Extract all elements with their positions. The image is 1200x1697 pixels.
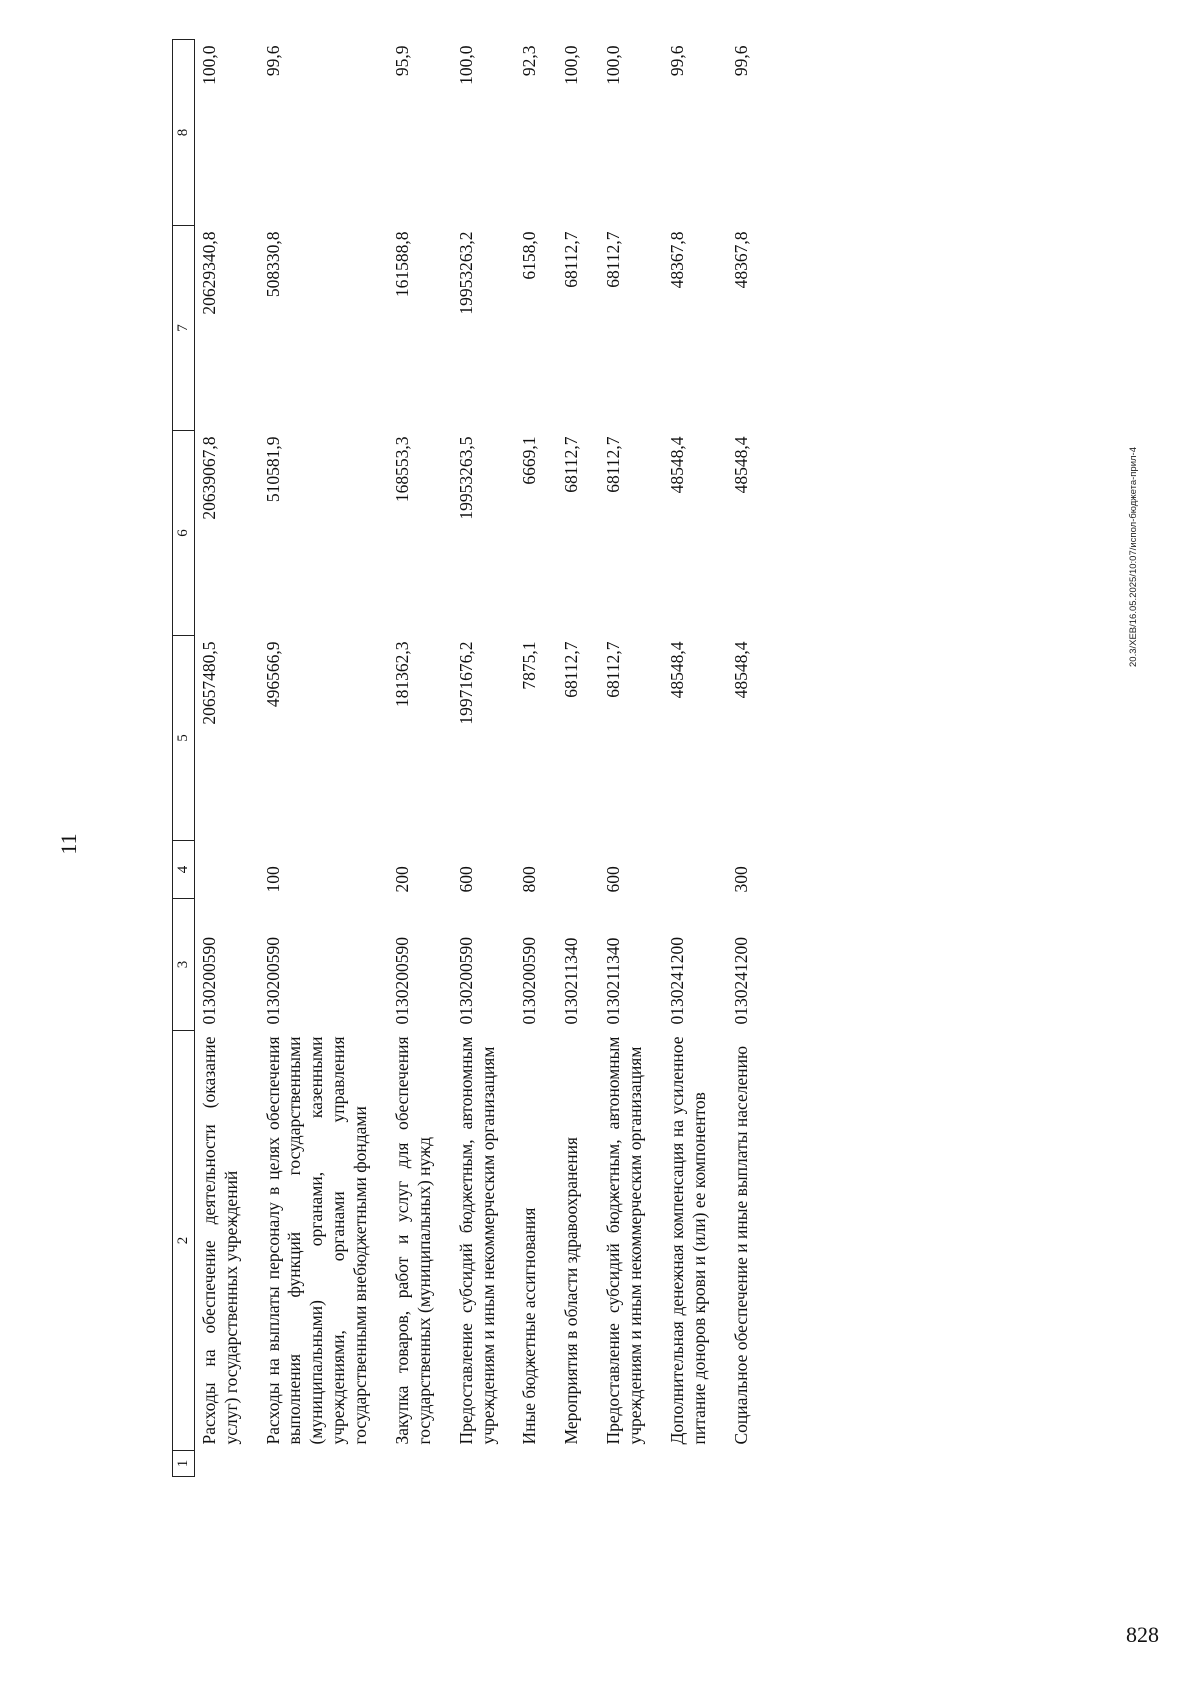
table-row xyxy=(663,40,727,1477)
cell-type: 200 xyxy=(391,866,412,893)
cell-type xyxy=(663,841,727,899)
cell-index xyxy=(515,1451,557,1477)
header-col-8: 8 xyxy=(173,40,195,226)
cell-index xyxy=(452,1451,516,1477)
cell-approved: 20657480,5 xyxy=(198,641,219,725)
cell-executed: 20629340,8 xyxy=(198,231,219,315)
cell-plan: 6669,1 xyxy=(519,436,540,485)
cell-approved: 68112,7 xyxy=(561,641,582,698)
cell-description: Предоставление субсидий бюджетным, автономным учреждениям и иным некоммерческим организациям xyxy=(455,1036,498,1445)
cell-code: 0130211340 xyxy=(603,937,624,1025)
cell-approved: 7875,1 xyxy=(519,641,540,690)
cell-plan: 168553,3 xyxy=(391,436,412,503)
cell-description: Расходы на выплаты персоналу в целях обеспечения выполнения функций государственными (муниципальными) органами, казенными учреждениями, органами управления государственными внебюджетными фондами xyxy=(262,1036,370,1445)
cell-percent: 99,6 xyxy=(262,45,283,77)
cell-approved: 68112,7 xyxy=(603,641,624,698)
cell-code: 0130200590 xyxy=(519,937,540,1025)
budget-table xyxy=(172,39,769,1477)
cell-description: Предоставление субсидий бюджетным, автономным учреждениям и иным некоммерческим организациям xyxy=(603,1036,645,1445)
cell-approved: 48548,4 xyxy=(730,641,751,699)
cell-approved: 48548,4 xyxy=(666,641,687,699)
table-header-row xyxy=(173,40,195,1477)
cell-description: Мероприятия в области здравоохранения xyxy=(561,1137,582,1445)
cell-percent: 92,3 xyxy=(519,45,540,77)
cell-type: 300 xyxy=(730,866,751,893)
cell-type xyxy=(194,841,258,899)
cell-description: Закупка товаров, работ и услуг для обеспечения государственных (муниципальных) нужд xyxy=(391,1036,434,1445)
cell-description: Социальное обеспечение и иные выплаты населению xyxy=(730,1045,751,1445)
cell-index xyxy=(194,1451,258,1477)
header-col-6: 6 xyxy=(173,431,195,636)
cell-approved: 181362,3 xyxy=(391,641,412,708)
cell-type: 600 xyxy=(603,866,624,893)
header-col-4: 4 xyxy=(173,841,195,899)
table-row xyxy=(727,40,769,1477)
cell-index xyxy=(259,1451,388,1477)
cell-executed: 6158,0 xyxy=(519,231,540,280)
table-row xyxy=(557,40,599,1477)
header-col-2: 2 xyxy=(173,1031,195,1451)
cell-plan: 68112,7 xyxy=(603,436,624,493)
cell-percent: 100,0 xyxy=(455,45,476,85)
cell-plan: 510581,9 xyxy=(262,436,283,503)
table-row xyxy=(194,40,258,1477)
cell-code: 0130200590 xyxy=(262,937,283,1025)
cell-plan: 19953263,5 xyxy=(455,436,476,520)
cell-type: 800 xyxy=(519,866,540,893)
cell-code: 0130241200 xyxy=(730,937,751,1025)
cell-percent: 95,9 xyxy=(391,45,412,77)
header-col-1: 1 xyxy=(173,1451,195,1477)
table-row xyxy=(452,40,516,1477)
cell-code: 0130200590 xyxy=(455,937,476,1025)
table-row xyxy=(388,40,452,1477)
cell-index xyxy=(727,1451,769,1477)
header-col-5: 5 xyxy=(173,636,195,841)
cell-type: 100 xyxy=(262,866,283,893)
bottom-page-number: 828 xyxy=(1126,1622,1159,1647)
cell-plan: 20639067,8 xyxy=(198,436,219,520)
cell-description: Дополнительная денежная компенсация на усиленное питание доноров крови и (или) ее компонентов xyxy=(666,1036,709,1445)
table-body xyxy=(194,40,768,1477)
cell-percent: 99,6 xyxy=(666,45,687,77)
cell-executed: 161588,8 xyxy=(391,231,412,298)
table-row xyxy=(259,40,388,1477)
cell-code: 0130200590 xyxy=(198,937,219,1025)
cell-description: Иные бюджетные ассигнования xyxy=(519,1207,540,1445)
cell-plan: 48548,4 xyxy=(730,436,751,494)
cell-executed: 19953263,2 xyxy=(455,231,476,315)
cell-description: Расходы на обеспечение деятельности (оказание услуг) государственных учреждений xyxy=(198,1036,241,1445)
footer-code: 20.3/XEB/16.05.2025/10:07/испол-бюджета-прил-4 xyxy=(1128,447,1139,667)
table-row xyxy=(599,40,663,1477)
cell-percent: 100,0 xyxy=(198,45,219,85)
table-row xyxy=(515,40,557,1477)
cell-executed: 68112,7 xyxy=(603,231,624,288)
cell-index xyxy=(599,1451,663,1477)
cell-percent: 100,0 xyxy=(603,45,624,85)
cell-type: 600 xyxy=(455,866,476,893)
cell-executed: 68112,7 xyxy=(561,231,582,288)
cell-executed: 48367,8 xyxy=(666,231,687,289)
cell-percent: 99,6 xyxy=(730,45,751,77)
cell-plan: 68112,7 xyxy=(561,436,582,493)
page-number-top: 11 xyxy=(56,833,81,855)
cell-plan: 48548,4 xyxy=(666,436,687,494)
cell-index xyxy=(663,1451,727,1477)
cell-index xyxy=(557,1451,599,1477)
cell-executed: 508330,8 xyxy=(262,231,283,298)
cell-code: 0130200590 xyxy=(391,937,412,1025)
cell-executed: 48367,8 xyxy=(730,231,751,289)
cell-percent: 100,0 xyxy=(561,45,582,85)
cell-type xyxy=(557,841,599,899)
cell-approved: 19971676,2 xyxy=(455,641,476,725)
header-col-3: 3 xyxy=(173,899,195,1031)
cell-approved: 496566,9 xyxy=(262,641,283,708)
cell-code: 0130211340 xyxy=(561,937,582,1025)
cell-code: 0130241200 xyxy=(666,937,687,1025)
header-col-7: 7 xyxy=(173,226,195,431)
cell-index xyxy=(388,1451,452,1477)
